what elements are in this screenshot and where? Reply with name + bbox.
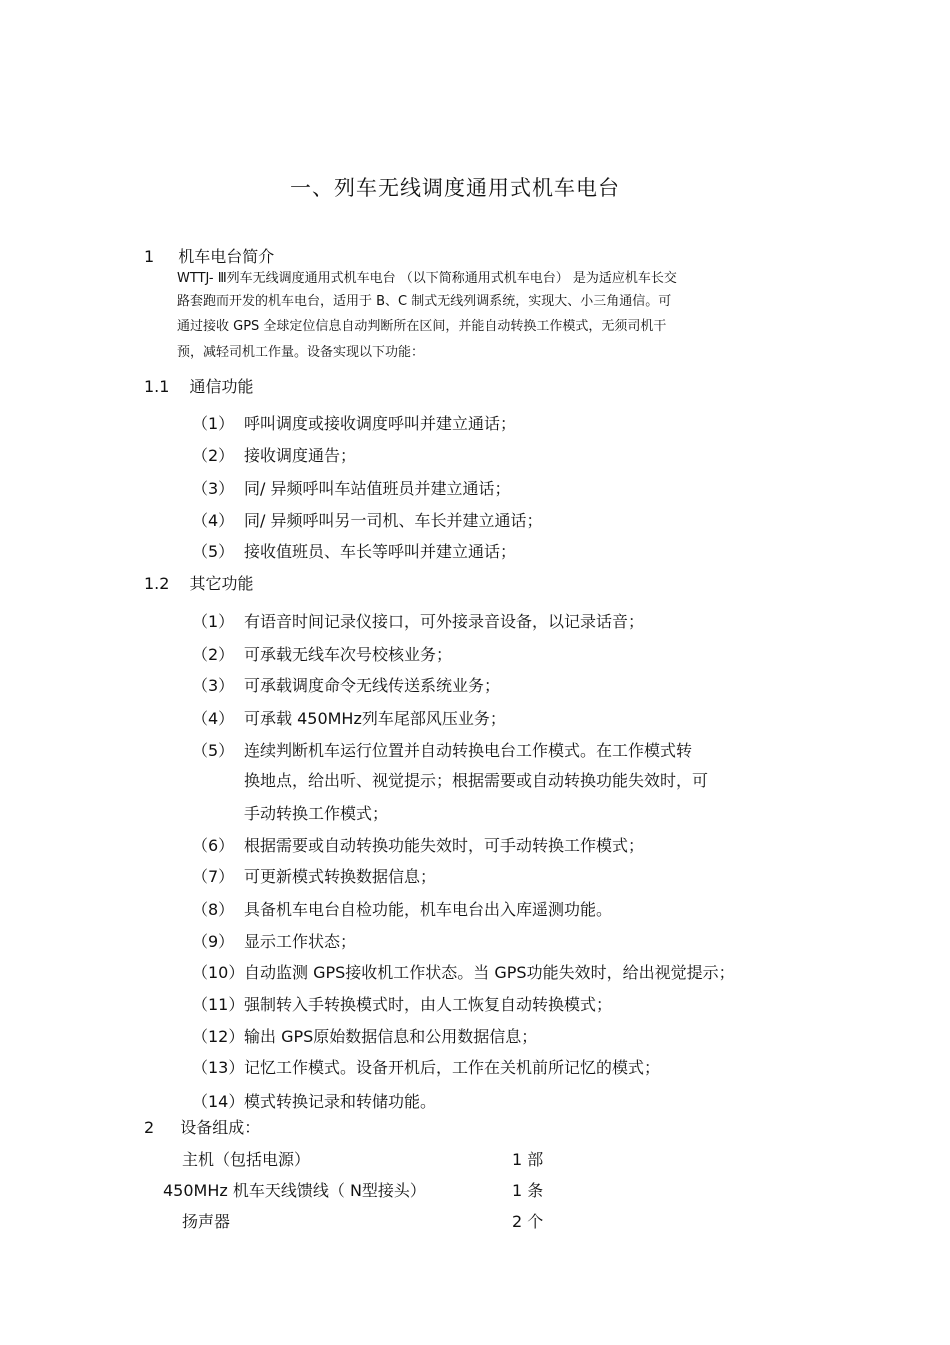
document-page: 一、列车无线调度通用式机车电台 1 机车电台简介 WTTJ- Ⅲ列车无线调度通用式机车电台 （以下简称通用式机车电台） 是为适应机车长交 路套跑而开发的机车电台，适用于 B、C 制式无线列调系统，实现大、小三角通信。可 通过接收 GPS 全球定位信息自动判断所在区间，并能自动转换工作模式，无须司机干 预，减轻司机工作量。设备实现以下功能： 1.1 通信功能 （1） 呼叫调度或接收调度呼叫并建立通话； （2） 接收调度通告； （3） 同/ 异频呼叫车站值班员并建立通话； （4） 同/ 异频呼叫另一司机、车长并建立通话； （5） 接收值班员、车长等呼叫并建立通话； 1.2 其它功能 （1） 有语音时间记录仪接口，可外接录音设备，以记录话音； （2） 可承载无线车次号校核业务； （3） 可承载调度命令无线传送系统业务； （4） 可承载 450MHz列车尾部风压业务； （5） 连续判断机车运行位置并自动转换电台工作模式。在工作模式转 换地点，给出听、视觉提示；根据需要或自动转换功能失效时，可 手动转换工作模式； （6） 根据需要或自动转换功能失效时，可手动转换工作模式； （7） 可更新模式转换数据信息； （8） 具备机车电台自检功能，机车电台出入库遥测功能。 （9） 显示工作状态； （10） 自动监测 GPS接收机工作状态。当 GPS功能失效时，给出视觉提示； （11） 强制转入手转换模式时，由人工恢复自动转换模式； （12） 输出 GPS原始数据信息和公用数据信息； （13） 记忆工作模式。设备开机后，工作在关机前所记忆的模式； （14） 模式转换记录和转储功能。 2 设备组成： 主机（包括电源） 1 部 450MHz 机车天线馈线（ N型接头） 1 条 扬声器 2 个 (0, 0, 950, 1345)
section-1-title: 机车电台简介 (178, 247, 275, 266)
intro-line-2: 路套跑而开发的机车电台，适用于 B、C 制式无线列调系统，实现大、小三角通信。可 (177, 294, 672, 309)
section-2-heading (144, 1115, 260, 1138)
document-title: 一、列车无线调度通用式机车电台 (290, 176, 620, 200)
section-1-2-title: 其它功能 (189, 574, 254, 593)
intro-line-1: WTTJ- Ⅲ列车无线调度通用式机车电台 （以下简称通用式机车电台） 是为适应机车长交 (177, 271, 677, 286)
section-1-1-title: 通信功能 (189, 377, 254, 396)
equipment-qty-3: 2 个 (512, 1212, 544, 1231)
section-2-title: 设备组成： (180, 1118, 261, 1137)
section-1-number: 1 (144, 247, 155, 266)
intro-line-4: 预，减轻司机工作量。设备实现以下功能： (177, 345, 425, 360)
other-item-5-continuation-1: 换地点，给出听、视觉提示；根据需要或自动转换功能失效时，可 (244, 771, 709, 790)
section-1-heading (144, 244, 274, 267)
section-2-number: 2 (144, 1118, 155, 1137)
section-1-1-number: 1.1 (144, 377, 170, 396)
intro-line-3: 通过接收 GPS 全球定位信息自动判断所在区间，并能自动转换工作模式，无须司机干 (177, 319, 667, 334)
equipment-name-3: 扬声器 (182, 1212, 231, 1231)
section-1-2-number: 1.2 (144, 574, 170, 593)
equipment-name-2: 450MHz 机车天线馈线（ N型接头） (163, 1181, 426, 1200)
equipment-qty-1: 1 部 (512, 1150, 544, 1169)
other-item-5-continuation-2: 手动转换工作模式； (244, 804, 389, 823)
equipment-name-1: 主机（包括电源） (182, 1150, 311, 1169)
section-1-2-heading (144, 571, 253, 594)
equipment-qty-2: 1 条 (512, 1181, 544, 1200)
section-1-1-heading (144, 374, 253, 397)
